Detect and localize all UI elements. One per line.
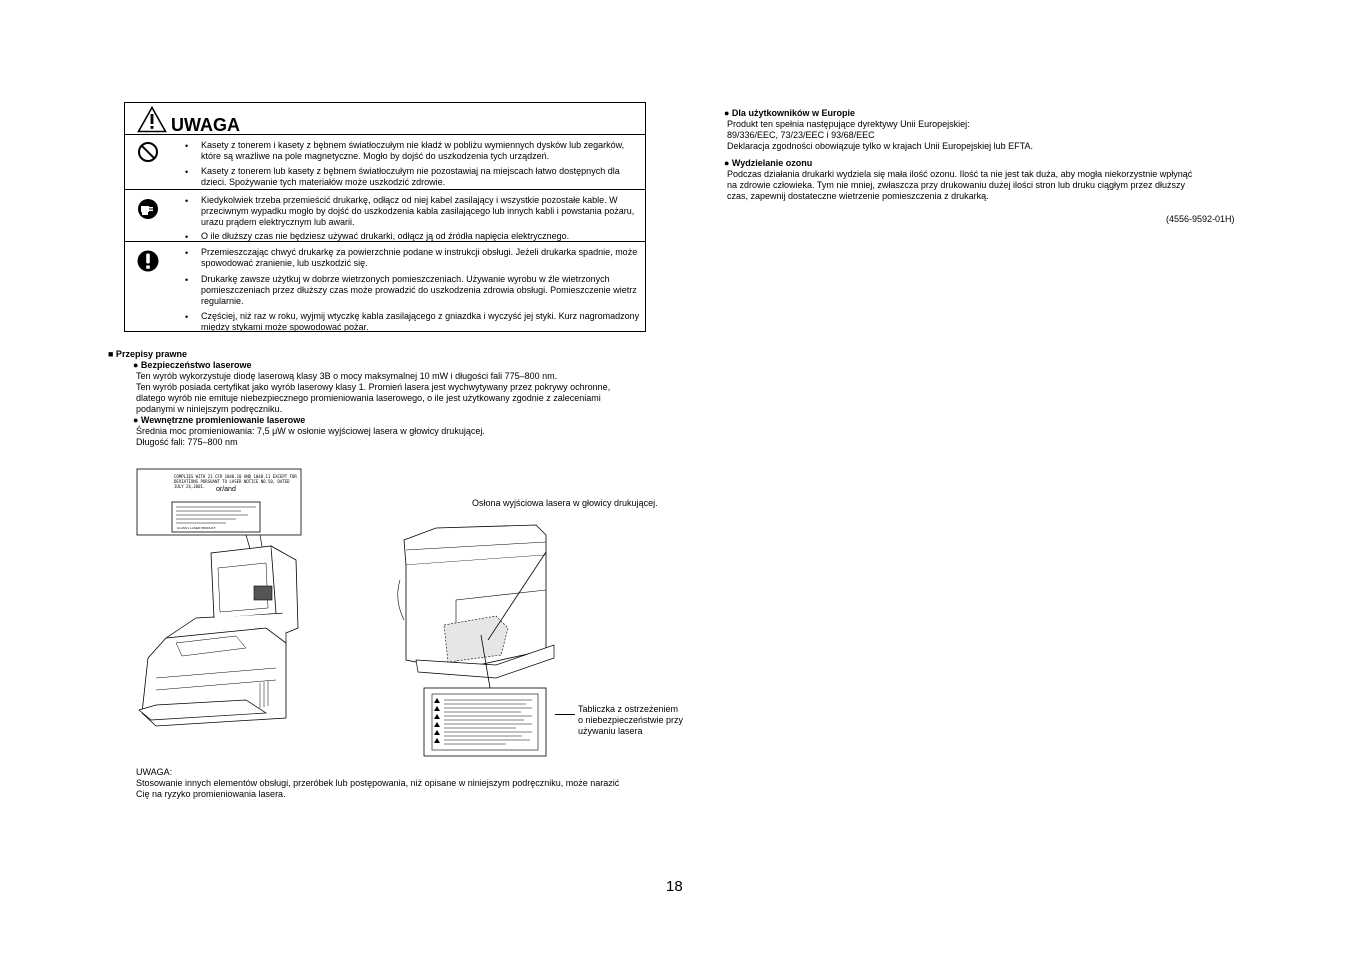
laser-line: Ten wyrób wykorzystuje diodę laserową klasy 3B o mocy maksymalnej 10 mW i długości fali 775–800 nm. — [136, 371, 558, 381]
note-line: Stosowanie innych elementów obsługi, przeróbek lub postępowania, niż opisane w niniejszym podręczniku, może narazić — [136, 778, 620, 788]
laser-safety-heading: ● Bezpieczeństwo laserowe — [133, 360, 252, 370]
caution-title: UWAGA — [171, 115, 240, 135]
bullet: • — [185, 141, 189, 151]
laser-label-sticker — [254, 586, 272, 600]
note-title: UWAGA: — [136, 767, 173, 777]
caution-section-handling — [125, 242, 645, 331]
page-number: 18 — [666, 878, 683, 895]
label-compliance-text: COMPLIES WITH 21 CFR 1040.10 AND 1040.11 EXCEPT FOR DEVIATIONS PURSUANT TO LASER NOTICE NO.50, DATED JULY 26,2001. — [174, 474, 297, 489]
europe-line: Deklaracja zgodności obowiązuje tylko w krajach Unii Europejskiej lub EFTA. — [727, 141, 1033, 151]
laser-line: podanymi w niniejszym podręczniku. — [136, 404, 283, 414]
laser-line: Ten wyrób posiada certyfikat jako wyrób laserowy klasy 1. Promień lasera jest wychwytywany przez pokrywy ochronne, — [136, 382, 611, 392]
laser-cover-callout: Osłona wyjściowa lasera w głowicy drukującej. — [472, 498, 658, 508]
bullet: • — [185, 312, 189, 322]
open-printer-figure — [136, 468, 306, 748]
europe-line: 89/336/EEC, 73/23/EEC i 93/68/EEC — [727, 130, 875, 140]
ozone-heading: ● Wydzielanie ozonu — [724, 158, 813, 168]
bullet: • — [185, 167, 189, 177]
bullet: • — [185, 232, 189, 242]
warning-label-callout-line: Tabliczka z ostrzeżeniem — [578, 704, 679, 714]
warning-triangle-icon — [137, 106, 167, 133]
internal-laser-heading: ● Wewnętrzne promieniowanie laserowe — [133, 415, 306, 425]
caution-item: O ile dłuższy czas nie będziesz używać drukarki, odłącz ją od źródła napięcia elektrycznego. — [201, 231, 570, 241]
caution-item: Częściej, niż raz w roku, wyjmij wtyczkę kabla zasilającego z gniazdka i wyczyść jej styki. Kurz nagromadzony między stykami może spowodować pożar. — [201, 311, 640, 332]
note-line: Cię na ryzyko promieniowania lasera. — [136, 789, 286, 799]
caution-item: Kasety z tonerem lub kasety z bębnem światłoczułym nie pozostawiaj na miejscach łatwo dostępnych dla dzieci. Spożywanie tych materiałów może uszkodzić zdrowie. — [201, 166, 620, 187]
caution-item: Kiedykolwiek trzeba przemieścić drukarkę, odłącz od niej kabel zasilający i wszystkie pozostałe kable. W przeciwnym wypadku mogło by dojść do uszkodzenia kabla zasilającego lub innych kabli i powstania pożaru, urazu prądem elektrycznym lub awarii. — [201, 195, 635, 227]
caution-section-unplug — [125, 190, 645, 242]
ozone-line: Podczas działania drukarki wydziela się mała ilość ozonu. Ilość ta nie jest tak duża, aby mogła niekorzystnie wpłynąć — [727, 169, 1193, 179]
caution-item: Kasety z tonerem i kasety z bębnem światłoczułym nie kładź w pobliżu wymiennych dysków lub zegarków, które są wrażliwe na pole magnetyczne. Mogło by dojść do uszkodzenia tych urządzeń. — [201, 140, 625, 161]
internal-line: Długość fali: 775–800 nm — [136, 437, 238, 447]
caution-section-storage — [125, 135, 645, 190]
laser-line: dlatego wyrób nie emituje niebezpiecznego promieniowania laserowego, o ile jest użytkowany zgodnie z zaleceniami — [136, 393, 601, 403]
bullet: • — [185, 196, 189, 206]
caution-item: Przemieszczając chwyć drukarkę za powierzchnie podane w instrukcji obsługi. Jeżeli drukarka spadnie, może spowodować zranienie, lub uszkodzić się. — [201, 247, 638, 268]
label-class-text: CLASS 1 LASER PRODUCT — [177, 526, 216, 530]
caution-box — [124, 102, 646, 332]
document-code: (4556-9592-01H) — [1166, 214, 1235, 224]
legal-heading: ■ Przepisy prawne — [108, 349, 187, 359]
warning-label-callout-line: używaniu lasera — [578, 726, 643, 736]
ozone-line: czas, zapewnij dostateczne wietrzenie pomieszczenia z drukarką. — [727, 191, 989, 201]
prohibition-icon — [137, 141, 159, 163]
mfp-drawing — [396, 510, 556, 760]
internal-line: Średnia moc promieniowania: 7,5 μW w osłonie wyjściowej lasera w głowicy drukującej. — [136, 426, 485, 436]
label-orand-text: or/and — [216, 486, 236, 493]
warning-label-pointer — [555, 713, 575, 716]
unplug-icon — [137, 198, 159, 220]
warning-label-callout-line: o niebezpieczeństwie przy — [578, 715, 684, 725]
exclamation-icon — [137, 249, 159, 273]
europe-heading: ● Dla użytkowników w Europie — [724, 108, 855, 118]
europe-line: Produkt ten spełnia następujące dyrektywy Unii Europejskiej: — [727, 119, 970, 129]
open-printer-drawing — [136, 468, 306, 748]
bullet: • — [185, 275, 189, 285]
bullet: • — [185, 248, 189, 258]
caution-item: Drukarkę zawsze użytkuj w dobrze wietrzonych pomieszczeniach. Używanie wyrobu w źle wietrzonych pomieszczeniach przez dłuższy czas może prowadzić do uszkodzenia zdrowia obsługi. Pomieszczenie wietrz regularnie. — [201, 274, 637, 306]
caution-header — [125, 103, 645, 135]
mfp-figure — [396, 510, 556, 760]
ozone-line: na zdrowie człowieka. Tym nie mniej, zwłaszcza przy drukowaniu dużej ilości stron lub druku ciągłym przez dłuższy — [727, 180, 1186, 190]
